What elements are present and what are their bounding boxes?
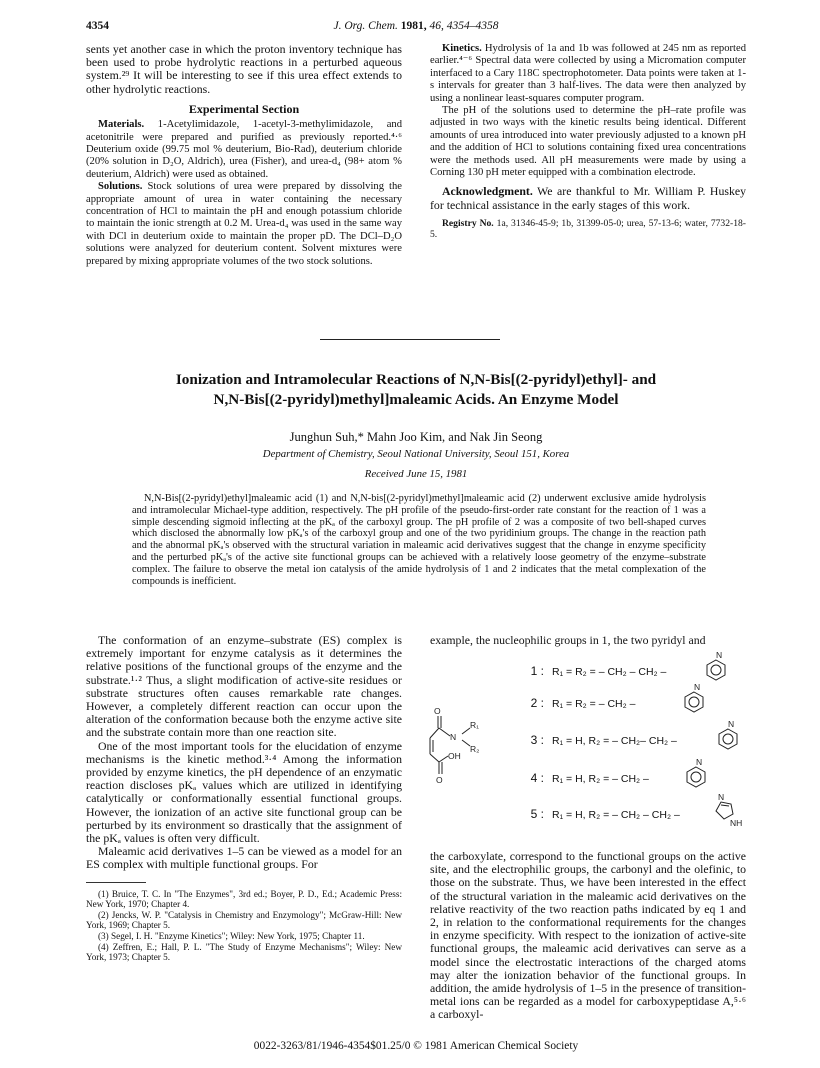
article-title-line2: N,N-Bis[(2-pyridyl)methyl]maleamic Acids. An Enzyme Model	[213, 391, 619, 408]
intro-paragraph-1: The conformation of an enzyme–substrate (ES) complex is extremely important for enzyme catalysis as it determines the relative positions of the functional groups of the enzyme and the substrate.¹·² Thus, a slight modification of active-site residues or substrate structures often causes remarkable rate changes. However, a completely different reaction can occur upon the alteration of the conformation because both the enzyme active site and the substrate contain more than one reaction site.	[86, 633, 402, 740]
registry-paragraph	[430, 218, 746, 240]
compound-4: 4 : R₁ = H, R₂ = – CH₂ –	[530, 771, 649, 785]
materials-text: 1-Acetylimidazole, 1-acetyl-3-methylimidazole, and acetonitrile were prepared and purified as previously reported.⁴·⁶ Deuterium oxide (99.75 mol % deuterium, Bio-Rad), deuterium chloride (20% solution in D₂O, Aldrich), urea (Fisher), and urea-d₄ (98+ atom % deuterium, Aldrich) were used as obtained.	[86, 119, 402, 180]
compound-2: 2 : R₁ = R₂ = – CH₂ –	[530, 696, 636, 710]
intro-paragraph-3: Maleamic acid derivatives 1–5 can be viewed as a model for an ES complex with multiple functional groups. For	[86, 844, 402, 872]
compound-structures	[426, 650, 746, 841]
acknowledgment-paragraph	[430, 185, 746, 211]
ring-n-1: N	[716, 650, 723, 660]
footnote-1: (1) Bruice, T. C. In "The Enzymes", 3rd ed.; Boyer, P. D., Ed.; Academic Press: New York, 1970; Chapter 4.	[86, 888, 402, 910]
label-n: N	[450, 732, 457, 742]
affiliation: Department of Chemistry, Seoul National University, Seoul 151, Korea	[262, 448, 570, 460]
registry-text: 1a, 31346-45-9; 1b, 31399-05-0; urea, 57-13-6; water, 7732-18-5.	[430, 217, 747, 240]
label-r2: R₂	[470, 744, 480, 754]
article-right-column	[430, 634, 746, 647]
prev-article-right-column	[430, 43, 746, 240]
materials-paragraph	[86, 119, 402, 181]
journal-pages: 4354–4358	[446, 20, 499, 32]
article-title-line1: Ionization and Intramolecular Reactions of N,N-Bis[(2-pyridyl)ethyl]- and	[175, 371, 657, 388]
article-left-column	[86, 634, 402, 963]
ring-n-5: N	[718, 792, 725, 802]
kinetics-heading: Kinetics.	[442, 43, 482, 54]
ph-paragraph: The pH of the solutions used to determine the pH–rate profile was adjusted in two ways with the kinetic results being identical. Different amounts of urea introduced into water previously adjusted to a known pH and the addition of HCl to solutions containing fixed urea concentrations were the methods used. All pH measurements were made by using a Corning 130 pH meter equipped with a combination electrode.	[430, 105, 746, 179]
kinetics-paragraph	[430, 43, 746, 105]
materials-heading: Materials.	[98, 119, 145, 131]
ring-n-3: N	[728, 719, 735, 729]
label-o-top: O	[434, 706, 441, 716]
article-title	[86, 370, 746, 410]
kinetics-text: Hydrolysis of 1a and 1b was followed at 245 nm as reported earlier.⁴⁻⁶ Spectral data were collected by using a Micromation computer interfaced to a Cary 118C spectrophotometer. Data points were taken at 1-s intervals for greater than 3 half-lives. The data were then analyzed by using a nonlinear least-squares computer program.	[430, 43, 747, 104]
right-intro-line: example, the nucleophilic groups in 1, the two pyridyl and	[430, 633, 706, 647]
article-right-column-continued	[430, 850, 746, 1022]
compound-5: 5 : R₁ = H, R₂ = – CH₂ – CH₂ –	[530, 807, 680, 821]
experimental-section-heading: Experimental Section	[188, 101, 300, 116]
compound-1: 1 : R₁ = R₂ = – CH₂ – CH₂ –	[530, 664, 667, 678]
abstract: N,N-Bis[(2-pyridyl)ethyl]maleamic acid (1) and N,N-bis[(2-pyridyl)methyl]maleamic acid (2) underwent exclusive amide hydrolysis and intramolecular Michael-type addition, respectively. The pH profile of the pseudo-first-order rate constant for the reaction of 1 was a simple descending sigmoid inflecting at the pKₐ of the carboxyl group. The pH profile of 2 was a composite of two bell-shaped curves which disclosed the abnormally low pKₐ's of the carboxyl group and one of the two pyridinium groups. The change in the reaction path and the abnormal pKₐ's observed with the structural variation in maleamic acid derivatives suggest that the change in enzyme specificity and the perturbed pKₐ's of the active site functional groups can be achieved with a relatively loose geometry of the enzyme–substrate complex. The failure to observe the metal ion catalysis of the amide hydrolysis of 1 and 2 indicates that the metal complexation of the compounds is inefficient.	[132, 493, 706, 587]
ring-n-2: N	[694, 682, 701, 692]
authors: Junghun Suh,* Mahn Joo Kim, and Nak Jin Seong	[289, 430, 543, 444]
compound-3: 3 : R₁ = H, R₂ = – CH₂– CH₂ –	[530, 733, 677, 747]
label-r1: R₁	[470, 720, 480, 730]
journal-year: 1981,	[400, 20, 427, 32]
label-oh: OH	[448, 751, 461, 761]
page-number: 4354	[86, 20, 109, 32]
solutions-paragraph	[86, 181, 402, 268]
received-date: Received June 15, 1981	[364, 468, 468, 480]
solutions-heading: Solutions.	[98, 181, 143, 193]
footnote-3: (3) Segel, I. H. "Enzyme Kinetics"; Wiley: New York, 1975; Chapter 11.	[98, 931, 365, 942]
acknowledgment-text: We are thankful to Mr. William P. Huskey for technical assistance in the early stages of this work.	[430, 184, 746, 212]
label-o-bottom: O	[436, 775, 443, 785]
running-header	[86, 20, 746, 36]
prev-article-left-column	[86, 43, 402, 268]
journal-volume: 46,	[429, 20, 444, 32]
right-paragraph: the carboxylate, correspond to the functional groups on the active site, and the electrophilic groups, the carbonyl and the olefinic, to those on the substrate. Thus, we have been interested in the effect of the structural variation in the maleamic acid derivatives on the relative reactivity of the two reaction paths indicated by eq 1 and 2, in relation to the conformational requirements for the changes in enzyme specificity. With respect to the ionization of active-site functional groups, the maleamic acid derivatives can serve as a model since the electrostatic interactions of the charged atoms may alter the ionization behavior of the functional groups. In addition, the amide hydrolysis of 1–5 in the presence of transition-metal ions can be regarded as a model for carboxypeptidase A,⁵·⁶ a carboxyl-	[430, 849, 746, 1022]
footnote-2: (2) Jencks, W. P. "Catalysis in Chemistry and Enzymology"; McGraw-Hill: New York, 1969; Chapter 5.	[86, 909, 402, 931]
acknowledgment-heading: Acknowledgment.	[442, 184, 533, 199]
journal-citation	[86, 20, 746, 32]
article-separator-rule	[320, 339, 500, 340]
registry-heading: Registry No.	[442, 217, 494, 229]
ring-nh-5: NH	[730, 818, 743, 828]
prev-intro-paragraph: sents yet another case in which the proton inventory technique has been used to probe hydrolytic reactions in a perturbed aqueous system.²⁹ It will be interesting to see if this urea effect extends to other hydrolytic reactions.	[86, 42, 402, 96]
intro-paragraph-2: One of the most important tools for the elucidation of enzyme mechanisms is the kinetic method.³·⁴ Among the information provided by enzyme kinetics, the pH dependence of an enzymatic reaction discloses pKₐ values which are utilized in identifying catalytically or conformationally essential functional groups. However, the ionization of an active site functional group can be perturbed by its environment so drastically that the assignment of the pKₐ values is often very difficult.	[86, 738, 402, 846]
solutions-text: Stock solutions of urea were prepared by dissolving the appropriate amount of urea in water containing the necessary concentration of HCl to maintain the pH and enough potassium chloride to maintain the ionic strength at 0.2 M. Urea-d₄ was used in the same way with DCl in deuterium oxide to maintain the proper pD. The DCl–D₂O solutions were analyzed for deuterium content. Solvent mixtures were prepared by mixing appropriate volumes of the two stock solutions.	[86, 181, 402, 267]
ring-n-4: N	[696, 757, 703, 767]
journal-name: J. Org. Chem.	[333, 20, 398, 32]
footnote-4: (4) Zeffren, E.; Hall, P. L. "The Study of Enzyme Mechanisms"; Wiley: New York, 1973; Chapter 5.	[86, 941, 402, 963]
copyright-footer: 0022-3263/81/1946-4354$01.25/0 © 1981 American Chemical Society	[253, 1040, 579, 1052]
footnote-rule	[86, 882, 146, 883]
